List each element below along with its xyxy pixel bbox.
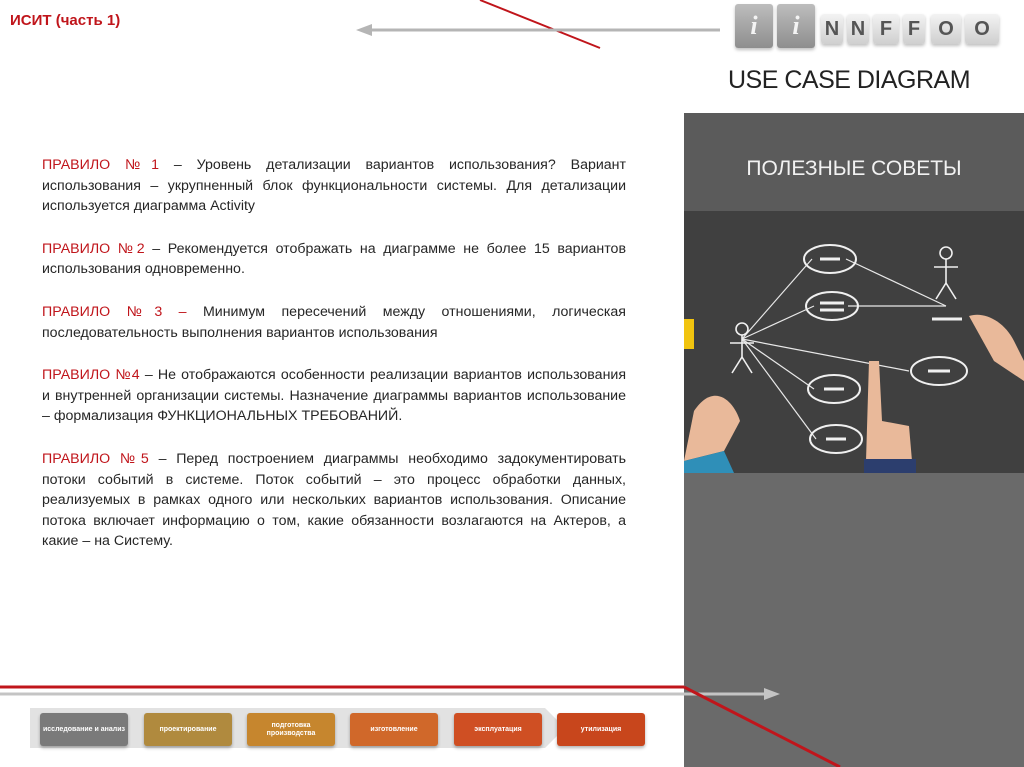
rule-text: – Перед построением диаграммы необходимо задокументировать потоки событий в системе. Поток событий – это процесс обработки данных, реализуемых в рамках одного или нескольких вариантов использования. Описание потока включает информацию о том, какие обязанности возлагаются на Актеров, а какие – на Систему. [42, 450, 626, 550]
rule-label: ПРАВИЛО №2 [42, 240, 145, 257]
logo-letter: i [777, 4, 815, 48]
logo-letter: O [965, 14, 999, 44]
slide-title: USE CASE DIAGRAM [728, 66, 971, 94]
rule-item [42, 239, 626, 280]
rule-text: – Уровень детализации вариантов использования? Вариант использования – укрупненный блок функциональности системы. Для детализации используется диаграмма Activity [42, 157, 626, 215]
logo-letter: N [821, 14, 843, 44]
rules-list [42, 155, 626, 574]
course-title: ИСИТ (часть 1) [10, 12, 121, 29]
lifecycle-step: изготовление [350, 713, 438, 746]
lifecycle-step: утилизация [557, 713, 645, 746]
side-panel-header [684, 113, 1024, 211]
rule-label: ПРАВИЛО №1 [42, 157, 160, 173]
rule-label: ПРАВИЛО №3 – [42, 303, 187, 320]
logo-letter: F [873, 14, 899, 44]
rule-item [42, 449, 626, 552]
rule-item [42, 155, 626, 217]
lifecycle-step: эксплуатация [454, 713, 542, 746]
use-case-illustration [684, 211, 1024, 473]
brand-logo [735, 4, 1005, 48]
rule-text: – Не отображаются особенности реализации вариантов использования и внутренней организации системы. Назначение диаграммы вариантов использование – формализация ФУНКЦИОНАЛЬНЫХ ТРЕБОВАНИЙ. [42, 367, 627, 425]
logo-letter: O [931, 14, 961, 44]
rule-text: Минимум пересечений между отношениями, логическая последовательность выполнения вариантов использования [42, 303, 626, 341]
side-panel-heading: ПОЛЕЗНЫЕ СОВЕТЫ [746, 157, 962, 180]
logo-letter: N [847, 14, 869, 44]
rule-label: ПРАВИЛО №5 [42, 450, 149, 467]
lifecycle-step: проектирование [144, 713, 232, 746]
rule-text: – Рекомендуется отображать на диаграмме не более 15 вариантов использования одновременно. [42, 240, 626, 278]
logo-letter: i [735, 4, 773, 48]
logo-letter: F [903, 14, 925, 44]
rule-label: ПРАВИЛО №4 [42, 367, 140, 384]
side-panel [684, 113, 1024, 767]
rule-item [42, 365, 626, 427]
lifecycle-step: подготовка производства [247, 713, 335, 746]
lifecycle-step: исследование и анализ [40, 713, 128, 746]
rule-item [42, 302, 626, 343]
